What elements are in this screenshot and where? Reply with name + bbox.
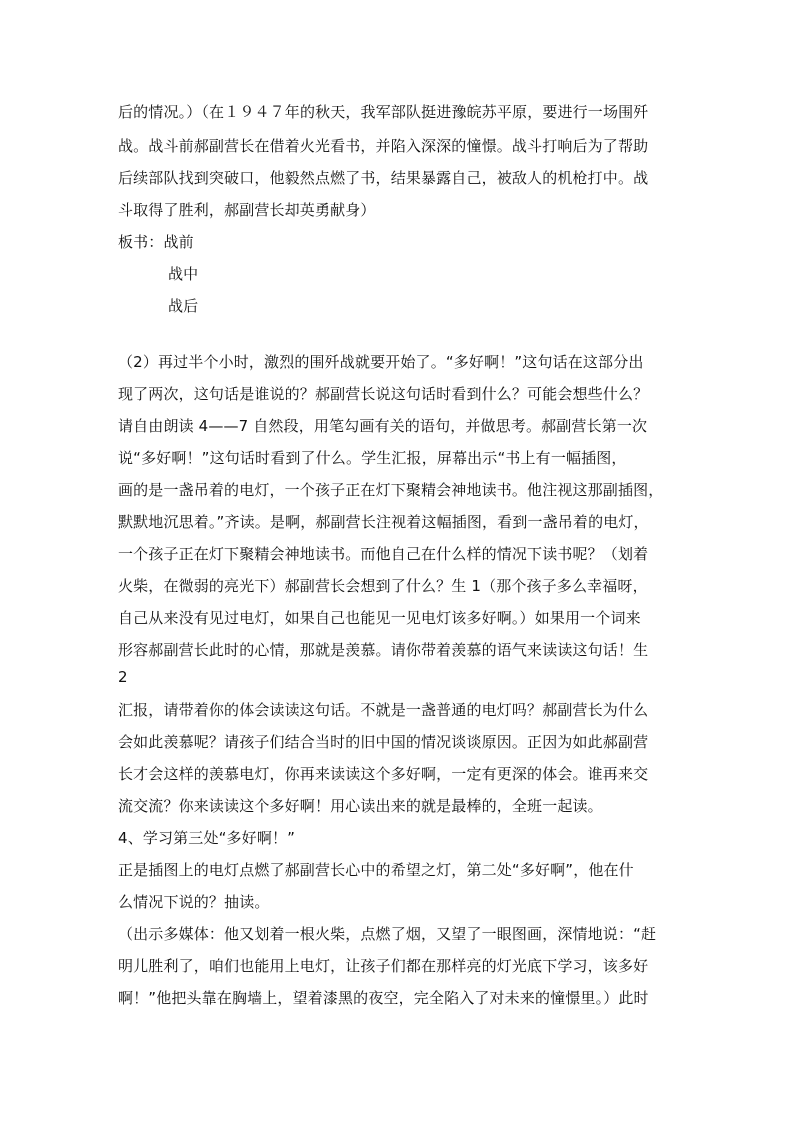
text-line: 形容郝副营长此时的心情，那就是羡慕。请你带着羡慕的语气来读读这句话！生	[118, 641, 649, 659]
text-line: 请自由朗读 4——7 自然段，用笔勾画有关的语句，并做思考。郝副营长第一次	[118, 417, 648, 435]
text-line: 默默地沉思着。”齐读。是啊，郝副营长注视着这幅插图，看到一盏吊着的电灯，	[118, 513, 649, 531]
board-item-during: 战中	[168, 265, 199, 283]
text-line: 啊！”他把头靠在胸墙上，望着漆黑的夜空，完全陷入了对未来的憧憬里。）此时	[118, 989, 649, 1007]
text-line: （出示多媒体：他又划着一根火柴，点燃了烟，又望了一眼图画，深情地说：“赶	[118, 925, 657, 943]
text-line: 正是插图上的电灯点燃了郝副营长心中的希望之灯，第二处“多好啊”，他在什	[118, 861, 634, 879]
text-line: 2	[118, 668, 128, 686]
board-heading: 板书：战前	[118, 233, 194, 251]
text-line: 画的是一盏吊着的电灯，一个孩子正在灯下聚精会神地读书。他注视这那副插图，	[118, 481, 664, 499]
text-line: 一个孩子正在灯下聚精会神地读书。而他自己在什么样的情况下读书呢？（划着	[118, 545, 649, 563]
section-heading: 4、学习第三处“多好啊！”	[118, 829, 296, 847]
text-line: 汇报，请带着你的体会读读这句话。不就是一盏普通的电灯吗？郝副营长为什么	[118, 701, 649, 719]
text-line: 现了两次，这句话是谁说的？郝副营长说这句话时看到什么？可能会想些什么？	[118, 385, 649, 403]
text-line: 后的情况。）（在１９４７年的秋天，我军部队挺进豫皖苏平原，要进行一场围歼	[118, 103, 649, 121]
text-line: 流交流？你来读读这个多好啊！用心读出来的就是最棒的，全班一起读。	[118, 797, 603, 815]
text-line: 战。战斗前郝副营长在借着火光看书，并陷入深深的憧憬。战斗打响后为了帮助	[118, 137, 649, 155]
text-line: 么情况下说的？抽读。	[118, 893, 270, 911]
text-line: 明儿胜利了，咱们也能用上电灯，让孩子们都在那样亮的灯光底下学习，该多好	[118, 957, 649, 975]
text-line: 斗取得了胜利，郝副营长却英勇献身）	[118, 201, 376, 219]
text-line: 火柴，在微弱的亮光下）郝副营长会想到了什么？生 1（那个孩子多么幸福呀，	[118, 577, 648, 595]
text-line: 说“多好啊！”这句话时看到了什么。学生汇报，屏幕出示“书上有一幅插图，	[118, 449, 627, 467]
text-line: 后续部队找到突破口，他毅然点燃了书，结果暴露自己，被敌人的机枪打中。战	[118, 169, 649, 187]
board-item-after: 战后	[168, 297, 199, 315]
text-line: （2）再过半个小时，激烈的围歼战就要开始了。“多好啊！”这句话在这部分出	[118, 353, 644, 371]
text-line: 长才会这样的羡慕电灯，你再来读读这个多好啊，一定有更深的体会。谁再来交	[118, 765, 649, 783]
text-line: 自己从来没有见过电灯，如果自己也能见一见电灯该多好啊。）如果用一个词来	[118, 609, 641, 627]
text-line: 会如此羡慕呢？请孩子们结合当时的旧中国的情况谈谈原因。正因为如此郝副营	[118, 733, 649, 751]
